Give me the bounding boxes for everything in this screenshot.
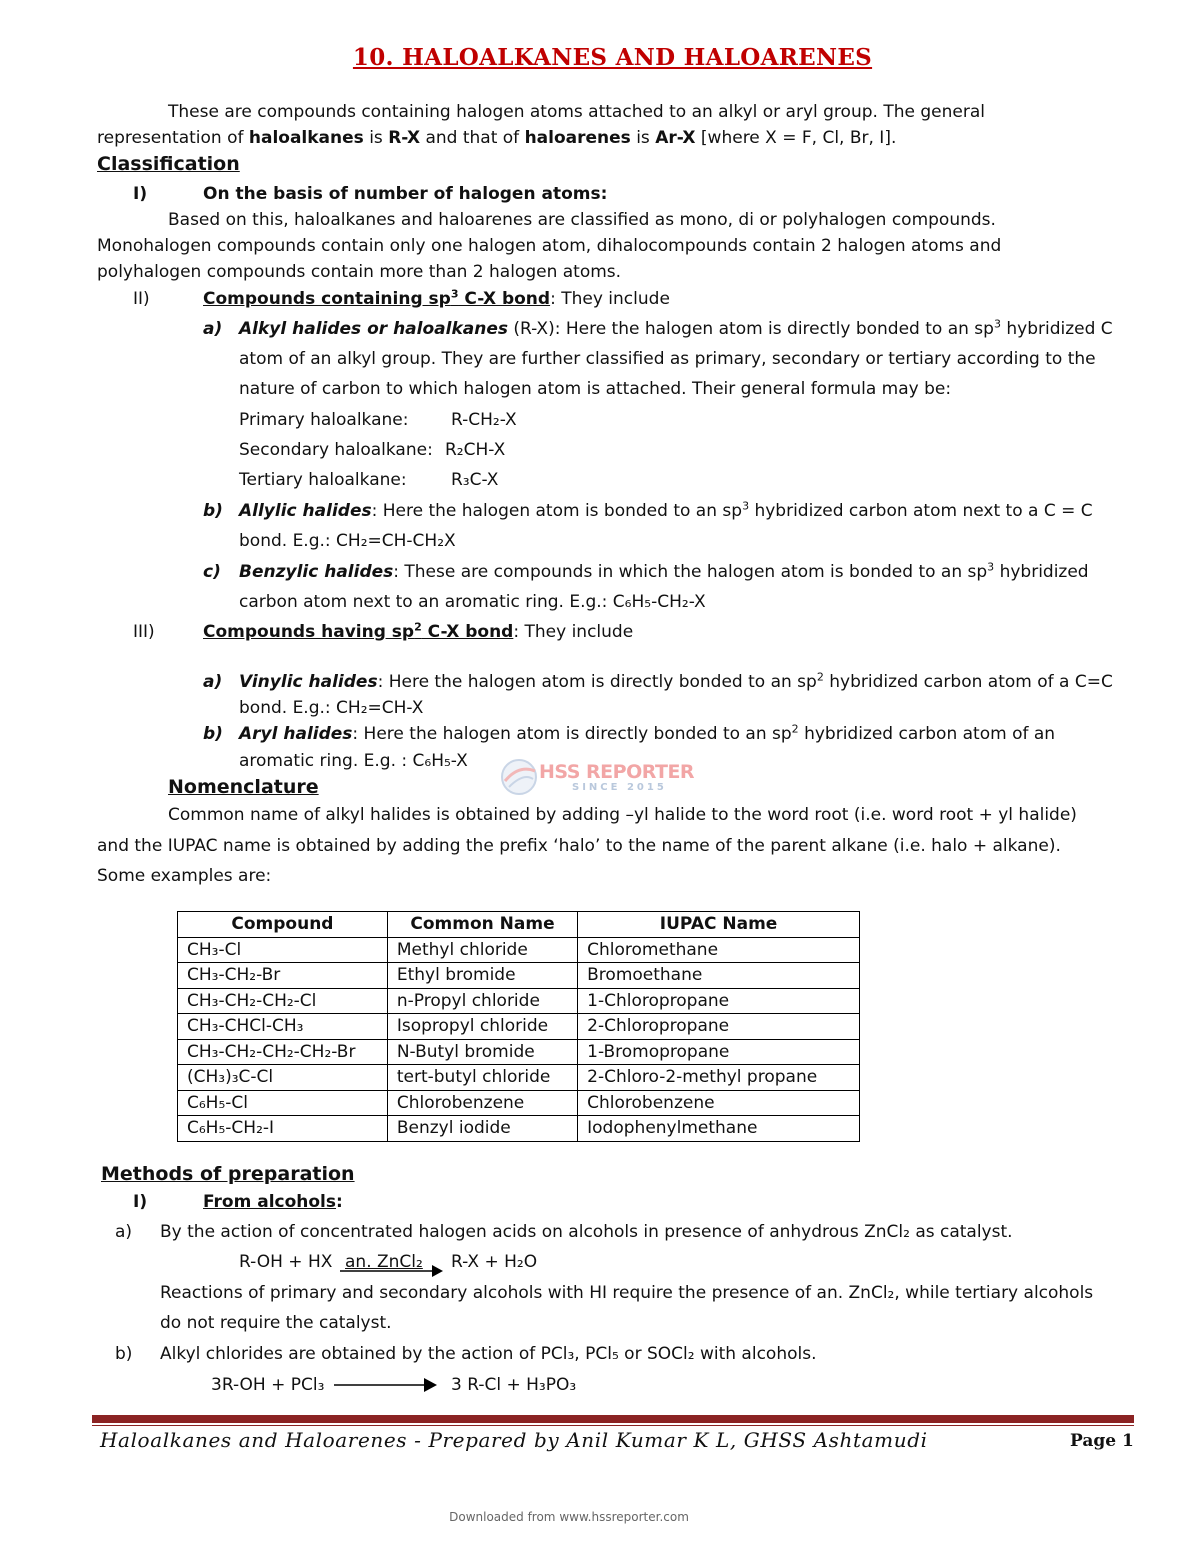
- text: hybridized carbon atom of an: [798, 724, 1056, 744]
- item-IIb-line-1: [239, 500, 1093, 522]
- term-alkyl-halides: Alkyl halides or haloalkanes: [239, 319, 508, 339]
- term-haloalkanes: haloalkanes: [248, 128, 364, 148]
- cell-common-name: Benzyl iodide: [387, 1116, 577, 1142]
- prep-b-line-1: Alkyl chlorides are obtained by the action of PCl₃, PCl₅ or SOCl₂ with alcohols.: [160, 1344, 817, 1364]
- item-IIIb-line-1: [239, 723, 1055, 745]
- text: : Here the halogen atom is directly bonded to an sp: [352, 724, 792, 744]
- text: hybridized C: [1000, 319, 1113, 339]
- cell-compound: C₆H₅-Cl: [178, 1090, 388, 1116]
- cell-compound: CH₃-CH₂-Br: [178, 963, 388, 989]
- prep-a-line-3: do not require the catalyst.: [160, 1313, 392, 1333]
- cell-compound: CH₃-CH₂-CH₂-Cl: [178, 988, 388, 1014]
- tertiary-label: Tertiary haloalkane:: [239, 470, 407, 490]
- superscript: 3: [450, 287, 459, 301]
- preparation-heading: Methods of preparation: [101, 1163, 355, 1185]
- classification-heading: Classification: [97, 153, 240, 175]
- nomenclature-line-2: and the IUPAC name is obtained by adding the prefix ‘halo’ to the name of the parent alkane (i.e. halo + alkane).: [97, 836, 1061, 856]
- prep-I-number: I): [133, 1192, 148, 1212]
- intro-line-1: These are compounds containing halogen atoms attached to an alkyl or aryl group. The general: [168, 102, 985, 122]
- formula-arx: Ar-X: [655, 128, 696, 148]
- term-vinylic-halides: Vinylic halides: [239, 672, 378, 692]
- text: : These are compounds in which the halogen atom is bonded to an sp: [393, 562, 988, 582]
- section-III-title-text: [203, 622, 513, 642]
- item-IIIa-label: a): [203, 672, 223, 692]
- prep-b-label: b): [115, 1344, 133, 1364]
- cell-compound: C₆H₅-CH₂-I: [178, 1116, 388, 1142]
- prep-I-title: [203, 1191, 343, 1213]
- equation-1-right: R-X + H₂O: [451, 1252, 538, 1272]
- intro-text: representation of: [97, 128, 249, 148]
- text: hybridized carbon atom of a C=C: [823, 672, 1113, 692]
- item-IIIb-label: b): [203, 724, 223, 744]
- superscript: 3: [987, 560, 995, 574]
- prep-I-title-text: From alcohols: [203, 1192, 337, 1212]
- cell-compound: CH₃-Cl: [178, 937, 388, 963]
- superscript: 3: [742, 499, 750, 513]
- prep-I-colon: :: [336, 1192, 343, 1212]
- section-I-line-2: Monohalogen compounds contain only one halogen atom, dihalocompounds contain 2 halogen atoms and: [97, 236, 1002, 256]
- cell-common-name: n-Propyl chloride: [387, 988, 577, 1014]
- section-I-line-1: Based on this, haloalkanes and haloarenes are classified as mono, di or polyhalogen compounds.: [168, 210, 996, 230]
- term-allylic-halides: Allylic halides: [239, 501, 372, 521]
- table-header-row: [178, 912, 860, 938]
- superscript: 2: [414, 620, 422, 634]
- watermark-name: HSS REPORTER: [539, 761, 695, 783]
- section-II-number: II): [133, 289, 150, 309]
- item-IIc-line-1: [239, 561, 1089, 583]
- secondary-label: Secondary haloalkane:: [239, 440, 433, 460]
- superscript: 2: [791, 722, 799, 736]
- item-IIIa-line-2: bond. E.g.: CH₂=CH-X: [239, 698, 424, 718]
- cell-iupac-name: Bromoethane: [578, 963, 860, 989]
- formula-rx: R-X: [388, 128, 421, 148]
- cell-common-name: N-Butyl bromide: [387, 1039, 577, 1065]
- table-row: [178, 1090, 860, 1116]
- item-IIc-line-2: carbon atom next to an aromatic ring. E.g.: C₆H₅-CH₂-X: [239, 592, 706, 612]
- superscript: 2: [816, 670, 824, 684]
- page-title: 10. HALOALKANES AND HALOARENES: [352, 44, 873, 71]
- item-IIIa-line-1: [239, 671, 1113, 693]
- watermark-since: SINCE 2015: [572, 782, 667, 793]
- cell-iupac-name: Iodophenylmethane: [578, 1116, 860, 1142]
- section-III-number: III): [133, 622, 155, 642]
- cell-common-name: Isopropyl chloride: [387, 1014, 577, 1040]
- item-IIb-line-2: bond. E.g.: CH₂=CH-CH₂X: [239, 531, 456, 551]
- secondary-formula: R₂CH-X: [445, 440, 506, 460]
- section-I-line-3: polyhalogen compounds contain more than 2 halogen atoms.: [97, 262, 622, 282]
- equation-2-left: 3R-OH + PCl₃: [211, 1375, 325, 1395]
- table-row: [178, 988, 860, 1014]
- watermark-logo: [497, 755, 695, 803]
- table-row: [178, 1014, 860, 1040]
- section-I-number: I): [133, 184, 148, 204]
- superscript: 3: [993, 317, 1001, 331]
- cell-common-name: Ethyl bromide: [387, 963, 577, 989]
- term-aryl-halides: Aryl halides: [239, 724, 353, 744]
- intro-text: and that of: [420, 128, 525, 148]
- cell-iupac-name: 2-Chloro-2-methyl propane: [578, 1065, 860, 1091]
- intro-text: [where X = F, Cl, Br, I].: [695, 128, 897, 148]
- header-common-name: Common Name: [387, 912, 577, 938]
- nomenclature-heading: Nomenclature: [168, 776, 319, 798]
- prep-a-label: a): [115, 1222, 133, 1242]
- equation-2-arrow-icon: [334, 1377, 438, 1393]
- download-note: Downloaded from www.hssreporter.com: [449, 1510, 689, 1524]
- cell-common-name: Methyl chloride: [387, 937, 577, 963]
- section-III-title: [203, 621, 633, 643]
- cell-compound: CH₃-CHCl-CH₃: [178, 1014, 388, 1040]
- cell-iupac-name: Chlorobenzene: [578, 1090, 860, 1116]
- cell-common-name: Chlorobenzene: [387, 1090, 577, 1116]
- table-row: [178, 1039, 860, 1065]
- text: (R-X): Here the halogen atom is directly bonded to an sp: [507, 319, 994, 339]
- term-haloarenes: haloarenes: [524, 128, 631, 148]
- item-IIc-label: c): [203, 562, 221, 582]
- watermark-globe-icon: [497, 755, 541, 799]
- intro-text: is: [630, 128, 656, 148]
- cell-iupac-name: Chloromethane: [578, 937, 860, 963]
- page-number: Page 1: [1070, 1431, 1134, 1451]
- intro-line-2: [97, 127, 896, 149]
- item-IIa-line-3: nature of carbon to which halogen atom is attached. Their general formula may be:: [239, 379, 952, 399]
- text: : Here the halogen atom is directly bonded to an sp: [377, 672, 817, 692]
- item-IIa-line-2: atom of an alkyl group. They are further classified as primary, secondary or tertiary according to the: [239, 349, 1096, 369]
- nomenclature-table: [177, 911, 860, 1142]
- section-I-title: On the basis of number of halogen atoms:: [203, 184, 608, 204]
- equation-1-left: R-OH + HX: [239, 1252, 333, 1272]
- item-IIa-line-1: [239, 318, 1113, 340]
- title-tail: : They include: [550, 289, 670, 309]
- cell-compound: CH₃-CH₂-CH₂-CH₂-Br: [178, 1039, 388, 1065]
- title-part: Compounds containing sp: [203, 289, 451, 309]
- footer-rule: [92, 1425, 1134, 1426]
- table-row: [178, 1116, 860, 1142]
- table-row: [178, 937, 860, 963]
- prep-a-line-2: Reactions of primary and secondary alcohols with HI require the presence of an. ZnCl₂, while tertiary alcohols: [160, 1283, 1094, 1303]
- table-row: [178, 1065, 860, 1091]
- equation-1-catalyst: an. ZnCl₂: [345, 1252, 423, 1272]
- section-II-title-text: [203, 289, 550, 309]
- header-iupac-name: IUPAC Name: [578, 912, 860, 938]
- title-tail: : They include: [513, 622, 634, 642]
- section-II-title: [203, 288, 670, 310]
- prep-a-line-1: By the action of concentrated halogen acids on alcohols in presence of anhydrous ZnCl₂ as catalyst.: [160, 1222, 1013, 1242]
- primary-formula: R-CH₂-X: [451, 410, 517, 430]
- header-compound: Compound: [178, 912, 388, 938]
- cell-compound: (CH₃)₃C-Cl: [178, 1065, 388, 1091]
- item-IIb-label: b): [203, 501, 223, 521]
- text: : Here the halogen atom is bonded to an sp: [371, 501, 743, 521]
- cell-common-name: tert-butyl chloride: [387, 1065, 577, 1091]
- title-part: C-X bond: [421, 622, 514, 642]
- item-IIa-label: a): [203, 319, 223, 339]
- primary-label: Primary haloalkane:: [239, 410, 409, 430]
- cell-iupac-name: 2-Chloropropane: [578, 1014, 860, 1040]
- equation-1-arrow-icon: [340, 1264, 444, 1278]
- footer-bar: [92, 1415, 1134, 1423]
- item-IIIb-line-2: aromatic ring. E.g. : C₆H₅-X: [239, 751, 468, 771]
- equation-2-right: 3 R-Cl + H₃PO₃: [451, 1375, 577, 1395]
- tertiary-formula: R₃C-X: [451, 470, 499, 490]
- intro-text: is: [363, 128, 389, 148]
- term-benzylic-halides: Benzylic halides: [239, 562, 394, 582]
- text: hybridized: [994, 562, 1089, 582]
- text: hybridized carbon atom next to a C = C: [749, 501, 1093, 521]
- footer-text: Haloalkanes and Haloarenes - Prepared by Anil Kumar K L, GHSS Ashtamudi: [100, 1428, 928, 1452]
- cell-iupac-name: 1-Bromopropane: [578, 1039, 860, 1065]
- cell-iupac-name: 1-Chloropropane: [578, 988, 860, 1014]
- title-part: Compounds having sp: [203, 622, 415, 642]
- nomenclature-line-3: Some examples are:: [97, 866, 272, 886]
- nomenclature-line-1: Common name of alkyl halides is obtained by adding –yl halide to the word root (i.e. word root + yl halide): [168, 805, 1077, 825]
- title-part: C-X bond: [458, 289, 551, 309]
- table-row: [178, 963, 860, 989]
